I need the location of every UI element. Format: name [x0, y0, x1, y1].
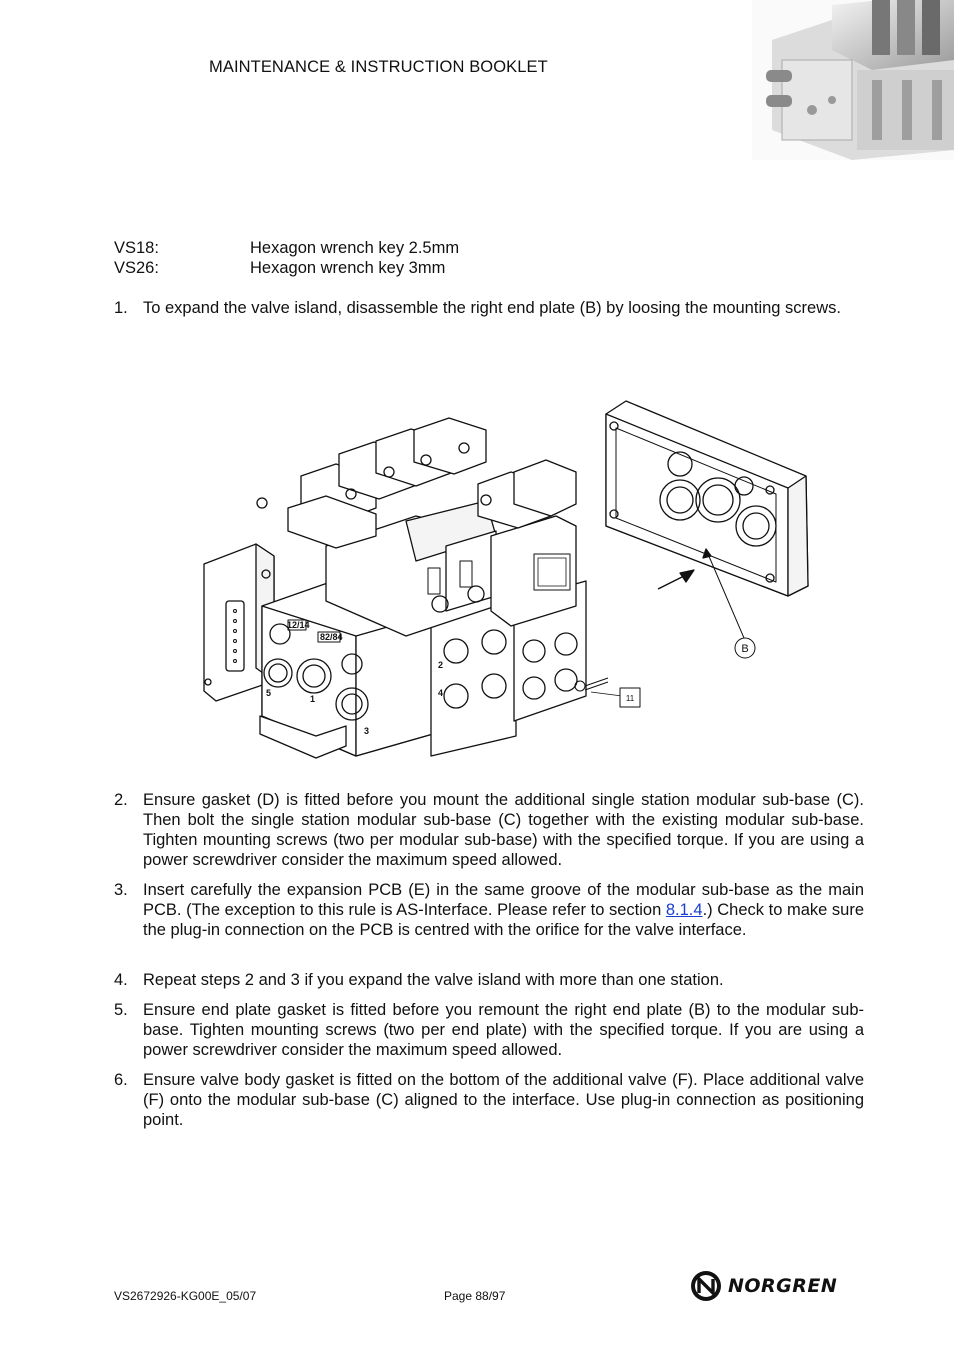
step-text — [143, 880, 864, 940]
step-text: Ensure end plate gasket is fitted before you remount the right end plate (B) to the modular sub-base. Tighten mounting screws (two per end plate) with the specified torque. If you are using a power screwdriver consider the maximum speed allowed. — [143, 1001, 864, 1059]
step-number: 1. — [114, 299, 128, 317]
norgren-emblem-icon — [690, 1270, 722, 1302]
step-number: 5. — [114, 1001, 128, 1019]
step-1 — [114, 298, 864, 318]
step-text-part: Insert carefully the expansion PCB (E) in the same groove of the modular sub-base as the main PCB. (The exception to this rule is AS-Interface. Please refer to section — [143, 881, 864, 919]
callout-11: 11 — [625, 694, 635, 703]
step-text: To expand the valve island, disassemble the right end plate (B) by loosing the mounting screws. — [143, 299, 841, 317]
tool-list — [114, 238, 459, 278]
port-label: 12/14 — [287, 620, 310, 630]
step-6 — [114, 1070, 864, 1130]
section-link[interactable]: 8.1.4 — [665, 901, 703, 919]
step-2 — [114, 790, 864, 870]
tool-row — [114, 258, 459, 278]
callout-b: B — [741, 643, 749, 655]
step-text: Repeat steps 2 and 3 if you expand the valve island with more than one station. — [143, 971, 724, 989]
document-code: VS2672926-KG00E_05/07 — [114, 1289, 257, 1303]
port-label: 3 — [364, 726, 370, 736]
port-label: 5 — [266, 688, 272, 698]
step-text: Ensure valve body gasket is fitted on the bottom of the additional valve (F). Place additional valve (F) onto the modular sub-base (C) aligned to the interface. Use plug-in connection as positioning point. — [143, 1071, 864, 1129]
tool-description: Hexagon wrench key 3mm — [250, 259, 446, 277]
tool-model: VS26: — [114, 259, 159, 277]
brand-name: NORGREN — [728, 1275, 838, 1297]
norgren-logo — [690, 1267, 866, 1305]
exploded-assembly-drawing — [196, 396, 836, 766]
port-label: 2 — [438, 660, 444, 670]
step-4 — [114, 970, 864, 990]
step-number: 4. — [114, 971, 128, 989]
page-header-title: MAINTENANCE & INSTRUCTION BOOKLET — [209, 58, 548, 76]
step-3 — [114, 880, 864, 940]
step-number: 6. — [114, 1071, 128, 1089]
tool-description: Hexagon wrench key 2.5mm — [250, 239, 460, 257]
tool-row — [114, 238, 459, 258]
valve-island-photo — [752, 0, 954, 160]
port-label: 1 — [310, 694, 316, 704]
tool-model: VS18: — [114, 239, 159, 257]
step-text-part: .) Check to make sure the plug-in connection on the PCB is centred with the orifice for the valve interface. — [143, 901, 865, 939]
port-label: 82/84 — [320, 632, 343, 642]
step-5 — [114, 1000, 864, 1060]
step-text: Ensure gasket (D) is fitted before you mount the additional single station modular sub-base (C). Then bolt the single station modular sub-base (C) together with the existing modular sub-base. Tighten mounting screws (two per modular sub-base) with the specified torque. If you are using a power screwdriver consider the maximum speed allowed. — [143, 791, 864, 869]
page-number: Page 88/97 — [444, 1289, 506, 1303]
port-label: 4 — [438, 688, 444, 698]
step-number: 3. — [114, 881, 128, 899]
step-number: 2. — [114, 791, 128, 809]
